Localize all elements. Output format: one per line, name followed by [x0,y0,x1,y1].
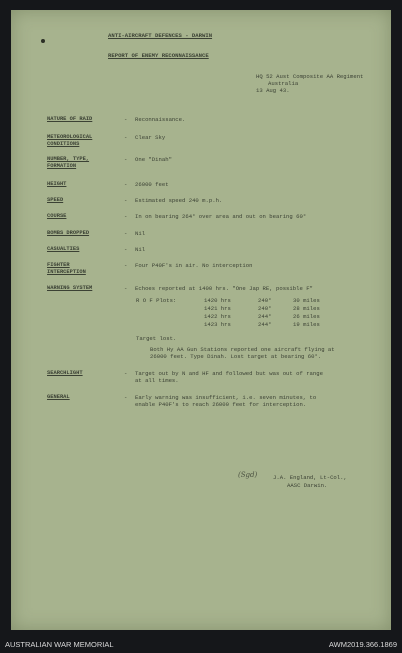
searchlight-line-2: at all times. [135,377,179,384]
value-height: 26000 feet [135,181,169,188]
signed-mark: (Sgd) [238,471,258,479]
value-meteorological: Clear Sky [135,134,166,141]
rof-range: 26 miles [293,313,320,320]
label-nature-of-raid: NATURE OF RAID [47,116,93,122]
value-fighter-interception: Four P40F's in air. No interception [135,262,253,269]
rof-time: 1423 hrs [204,321,231,328]
rof-bearing: 240° [258,305,272,312]
dash: - [124,213,128,220]
dash: - [124,134,128,141]
value-speed: Estimated speed 240 m.p.h. [135,197,223,204]
label-meteorological: METEOROLOGICAL CONDITIONS [47,134,93,147]
rof-range: 30 miles [293,297,320,304]
rof-bearing: 244° [258,313,272,320]
dash: - [124,116,128,123]
signature-line-1: J.A. England, Lt-Col., [273,474,347,481]
searchlight-line-1: Target out by N and HF and followed but was out of range [135,370,323,377]
rof-time: 1422 hrs [204,313,231,320]
label-searchlight: SEARCHLIGHT [47,370,83,376]
value-warning-system: Echoes reported at 1400 hrs. "One Jap RE, possible F" [135,285,313,292]
value-casualties: Nil [135,246,146,253]
dash: - [124,262,128,269]
dash: - [124,394,128,401]
dash: - [124,156,128,163]
label-warning-system: WARNING SYSTEM [47,285,93,291]
label-speed: SPEED [47,197,64,203]
from-line-1: HQ 52 Aust Composite AA Regiment [256,73,364,80]
both-stations-line-2: 26000 feet. Type Dinah. Lost target at bearing 60°. [150,353,322,360]
rof-time: 1421 hrs [204,305,231,312]
signature-line-2: AASC Darwin. [287,482,328,489]
dash: - [124,285,128,292]
value-nature-of-raid: Reconnaissance. [135,116,186,123]
rof-bearing: 244° [258,321,272,328]
label-fighter-interception: FIGHTER INTERCEPTION [47,262,86,275]
rof-time: 1420 hrs [204,297,231,304]
rof-range: 19 miles [293,321,320,328]
document-page [11,10,391,630]
footer-institution: AUSTRALIAN WAR MEMORIAL [5,640,114,649]
target-lost: Target lost. [136,335,177,342]
document-date: 13 Aug 43. [256,87,290,94]
general-line-1: Early warning was insufficient, i.e. seven minutes, to [135,394,317,401]
punch-hole [41,39,45,43]
value-bombs-dropped: Nil [135,230,146,237]
dash: - [124,230,128,237]
both-stations-line-1: Both Hy AA Gun Stations reported one aircraft flying at [150,346,335,353]
document-subtitle: REPORT OF ENEMY RECONNAISSANCE [108,52,209,59]
label-height: HEIGHT [47,181,67,187]
from-line-2: Australia [268,80,299,87]
rof-bearing: 240° [258,297,272,304]
label-bombs-dropped: BOMBS DROPPED [47,230,90,236]
general-line-2: enable P40F's to reach 26000 feet for interception. [135,401,307,408]
value-number-type: One "Dinah" [135,156,172,163]
dash: - [124,197,128,204]
rof-range: 28 miles [293,305,320,312]
label-course: COURSE [47,213,67,219]
document-title: ANTI-AIRCRAFT DEFENCES - DARWIN [108,32,213,39]
dash: - [124,370,128,377]
rof-label: R O F Plots: [136,297,177,304]
label-number-type: NUMBER, TYPE, FORMATION [47,156,90,169]
value-course: In on bearing 264° over area and out on bearing 60° [135,213,307,220]
footer-accession-number: AWM2019.366.1869 [328,640,397,649]
label-casualties: CASUALTIES [47,246,80,252]
dash: - [124,246,128,253]
dash: - [124,181,128,188]
label-general: GENERAL [47,394,70,400]
